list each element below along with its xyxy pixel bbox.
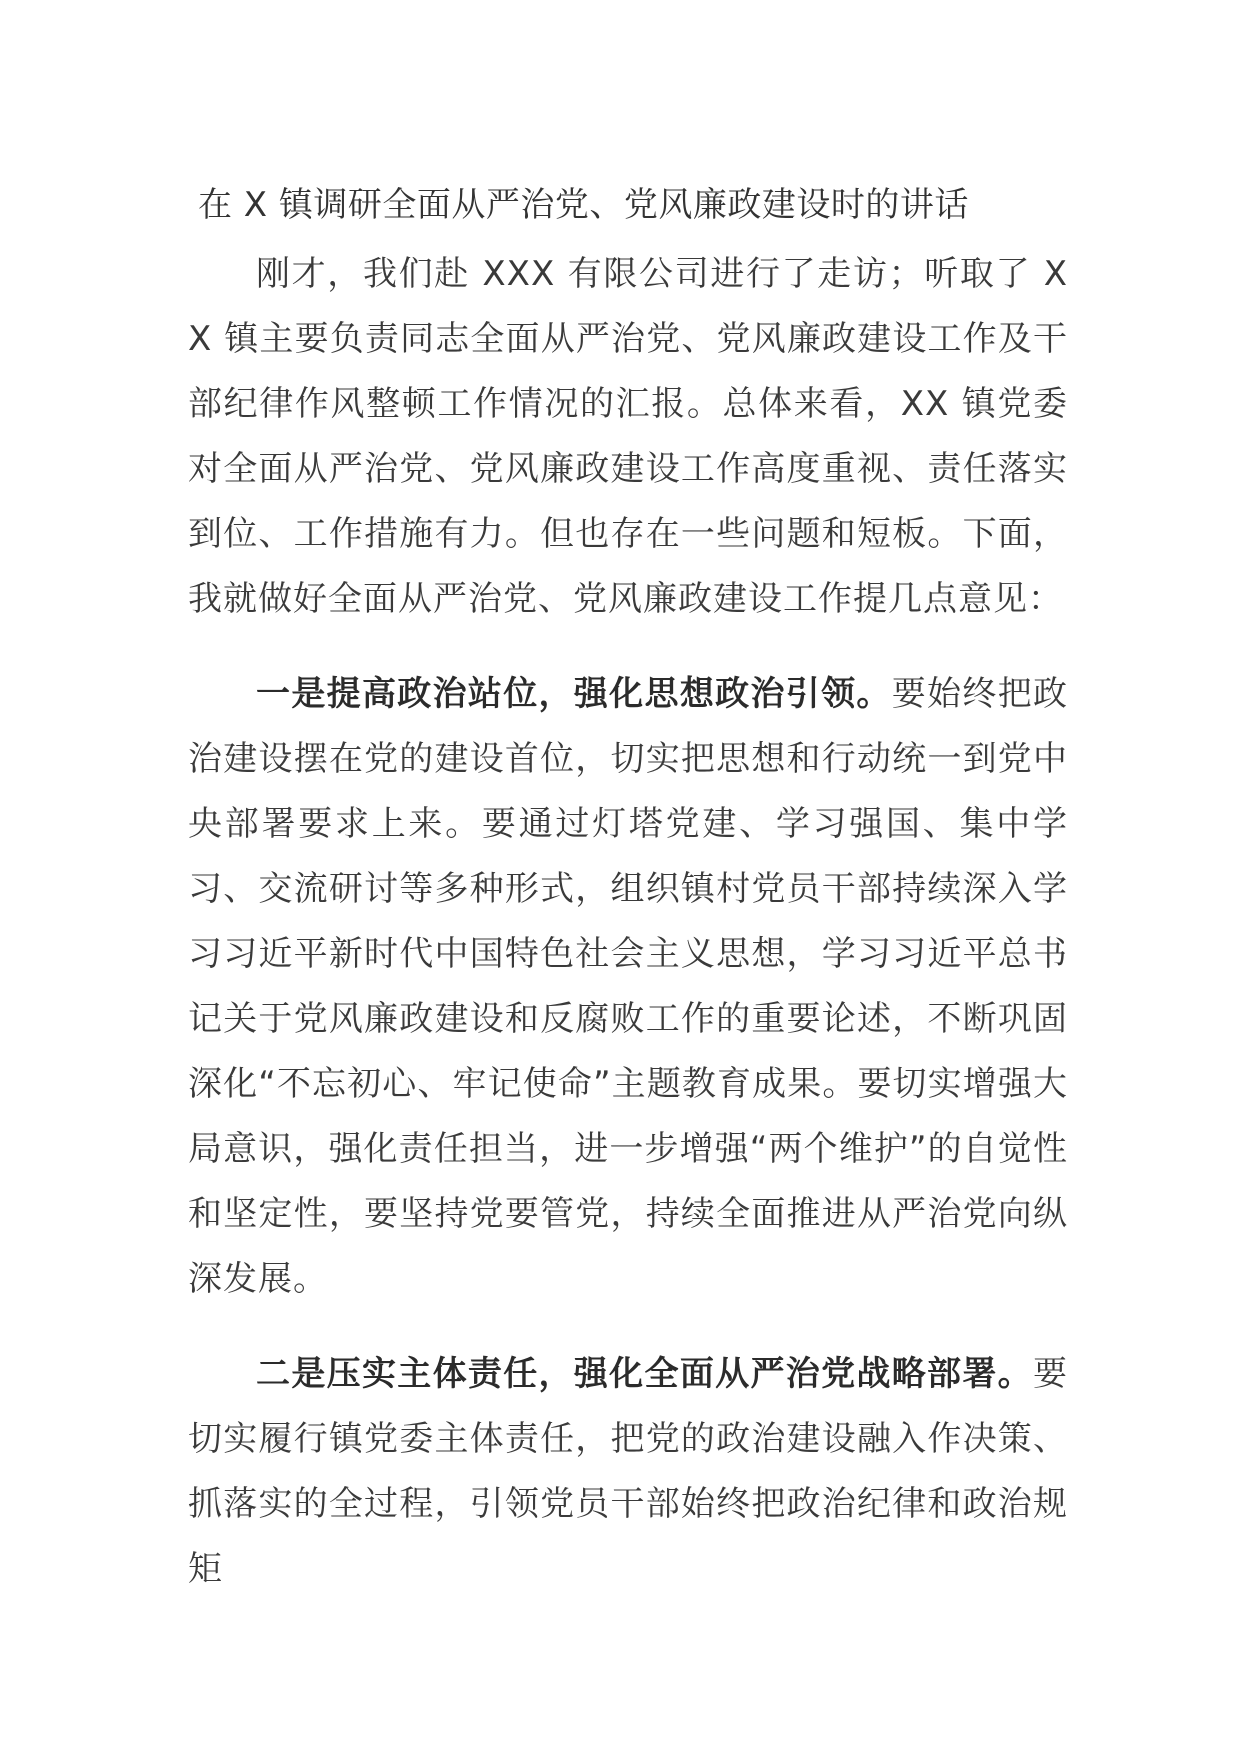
- paragraph-lead: 一是提高政治站位，强化思想政治引领。: [256, 674, 892, 714]
- paragraph-lead: 二是压实主体责任，强化全面从严治党战略部署。: [256, 1354, 1033, 1394]
- paragraph-intro: [188, 242, 1068, 632]
- paragraph-text: 要切实履行镇党委主体责任，把党的政治建设融入作决策、抓落实的全过程，引领党员干部始终把政治纪律和政治规矩: [188, 1354, 1068, 1589]
- document-body: [188, 178, 1068, 1602]
- paragraph-text: 要始终把政治建设摆在党的建设首位，切实把思想和行动统一到党中央部署要求上来。要通过灯塔党建、学习强国、集中学习、交流研讨等多种形式，组织镇村党员干部持续深入学习习近平新时代中国特色社会主义思想，学习习近平总书记关于党风廉政建设和反腐败工作的重要论述，不断巩固深化“不忘初心、牢记使命”主题教育成果。要切实增强大局意识，强化责任担当，进一步增强“两个维护”的自觉性和坚定性，要坚持党要管党，持续全面推进从严治党向纵深发展。: [188, 674, 1069, 1299]
- paragraph-text: 刚才，我们赴 XXX 有限公司进行了走访；听取了 XX 镇主要负责同志全面从严治党、党风廉政建设工作及干部纪律作风整顿工作情况的汇报。总体来看，XX 镇党委对全面从严治党、党风廉政建设工作高度重视、责任落实到位、工作措施有力。但也存在一些问题和短板。下面，我就做好全面从严治党、党风廉政建设工作提几点意见：: [188, 254, 1068, 619]
- paragraph-point-two: [188, 1342, 1068, 1602]
- paragraph-point-one: [188, 662, 1068, 1312]
- document-title: 在 X 镇调研全面从严治党、党风廉政建设时的讲话: [198, 185, 969, 225]
